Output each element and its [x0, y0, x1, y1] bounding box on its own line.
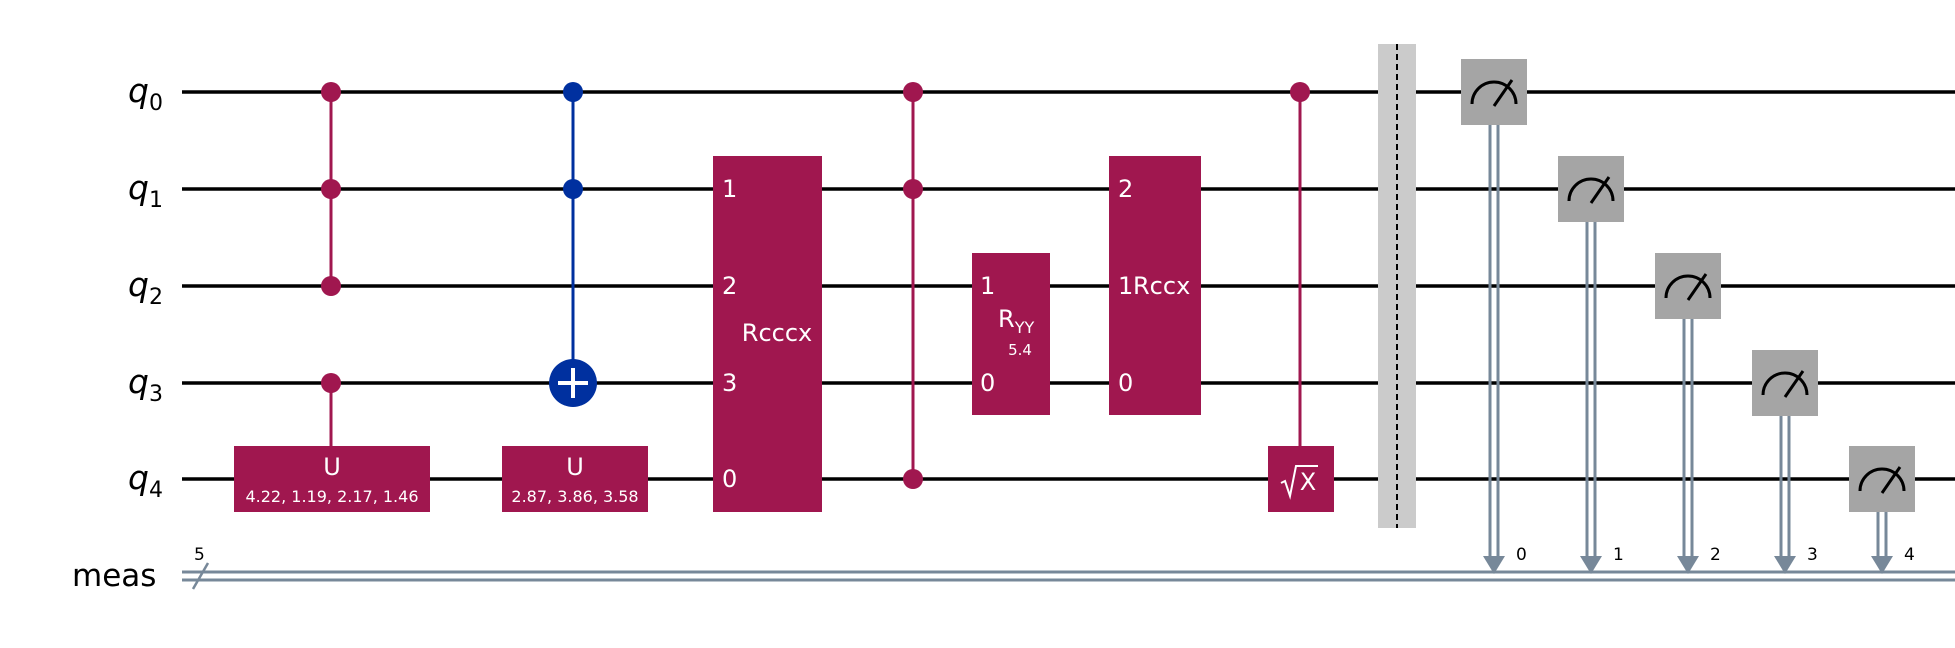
port-label: 2	[722, 272, 738, 300]
sx-label: X	[1299, 468, 1317, 496]
control-dot	[563, 82, 583, 102]
qubit-label-q0: $q_0$	[128, 71, 163, 116]
port-label: 3	[722, 369, 738, 397]
measure-box	[1752, 350, 1818, 416]
classical-size-label: 5	[194, 545, 205, 565]
ryy-label: $R_{YY}$	[998, 305, 1035, 337]
control-dot	[1290, 82, 1310, 102]
port-label: 2	[1118, 175, 1134, 203]
measure-bit-label: 0	[1516, 545, 1527, 565]
measure-bit-label: 4	[1904, 545, 1915, 565]
control-dot	[903, 469, 923, 489]
port-label: 1	[980, 272, 996, 300]
port-label: 0	[722, 465, 738, 493]
toffoli-gate	[549, 82, 597, 407]
rccx-label: Rccx	[1133, 272, 1191, 300]
measurements	[1461, 59, 1915, 574]
qubit-label-q4: $q_4$	[128, 458, 163, 503]
rcccx-gate	[713, 156, 822, 512]
control-dot	[903, 82, 923, 102]
measure-box	[1655, 253, 1721, 319]
measure-bit-label: 2	[1710, 545, 1721, 565]
control-dot	[321, 373, 341, 393]
qubit-label-q3: $q_3$	[128, 362, 163, 407]
port-label: 1	[1118, 272, 1134, 300]
measure-box	[1558, 156, 1624, 222]
measure-gate	[1558, 156, 1624, 574]
measure-box	[1849, 446, 1915, 512]
port-label: 1	[722, 175, 738, 203]
ryy-gate	[972, 253, 1050, 415]
measure-bit-label: 3	[1807, 545, 1818, 565]
control-dot	[321, 276, 341, 296]
classical-bus-slash	[193, 563, 208, 589]
control-dot	[321, 179, 341, 199]
control-dot	[563, 179, 583, 199]
rcccx-label: Rcccx	[741, 319, 813, 347]
controlled-u-gate-1	[234, 82, 430, 512]
u-gate-2	[502, 446, 648, 512]
measure-gate	[1849, 446, 1915, 574]
measure-gate	[1752, 350, 1818, 574]
controlled-sx-gate	[1268, 82, 1334, 512]
qubit-label-q2: $q_2$	[128, 265, 163, 310]
port-label: 0	[980, 369, 996, 397]
port-label: 0	[1118, 369, 1134, 397]
u-gate-params: 2.87, 3.86, 3.58	[511, 487, 639, 506]
measure-bit-label: 1	[1613, 545, 1624, 565]
classical-wire	[182, 572, 1955, 580]
barrier	[1378, 44, 1416, 528]
ryy-param: 5.4	[1008, 341, 1032, 359]
classical-register-label: meas	[72, 558, 157, 594]
qubit-label-q1: $q_1$	[128, 168, 163, 213]
u-gate-label: U	[323, 453, 341, 481]
measure-gate	[1655, 253, 1721, 574]
rccx-gate	[1109, 156, 1201, 415]
control-dot	[903, 179, 923, 199]
control-dot	[321, 82, 341, 102]
measure-box	[1461, 59, 1527, 125]
measure-gate	[1461, 59, 1527, 574]
qubit-labels	[72, 71, 163, 594]
u-gate-label: U	[566, 453, 584, 481]
u-gate-params: 4.22, 1.19, 2.17, 1.46	[245, 487, 419, 506]
